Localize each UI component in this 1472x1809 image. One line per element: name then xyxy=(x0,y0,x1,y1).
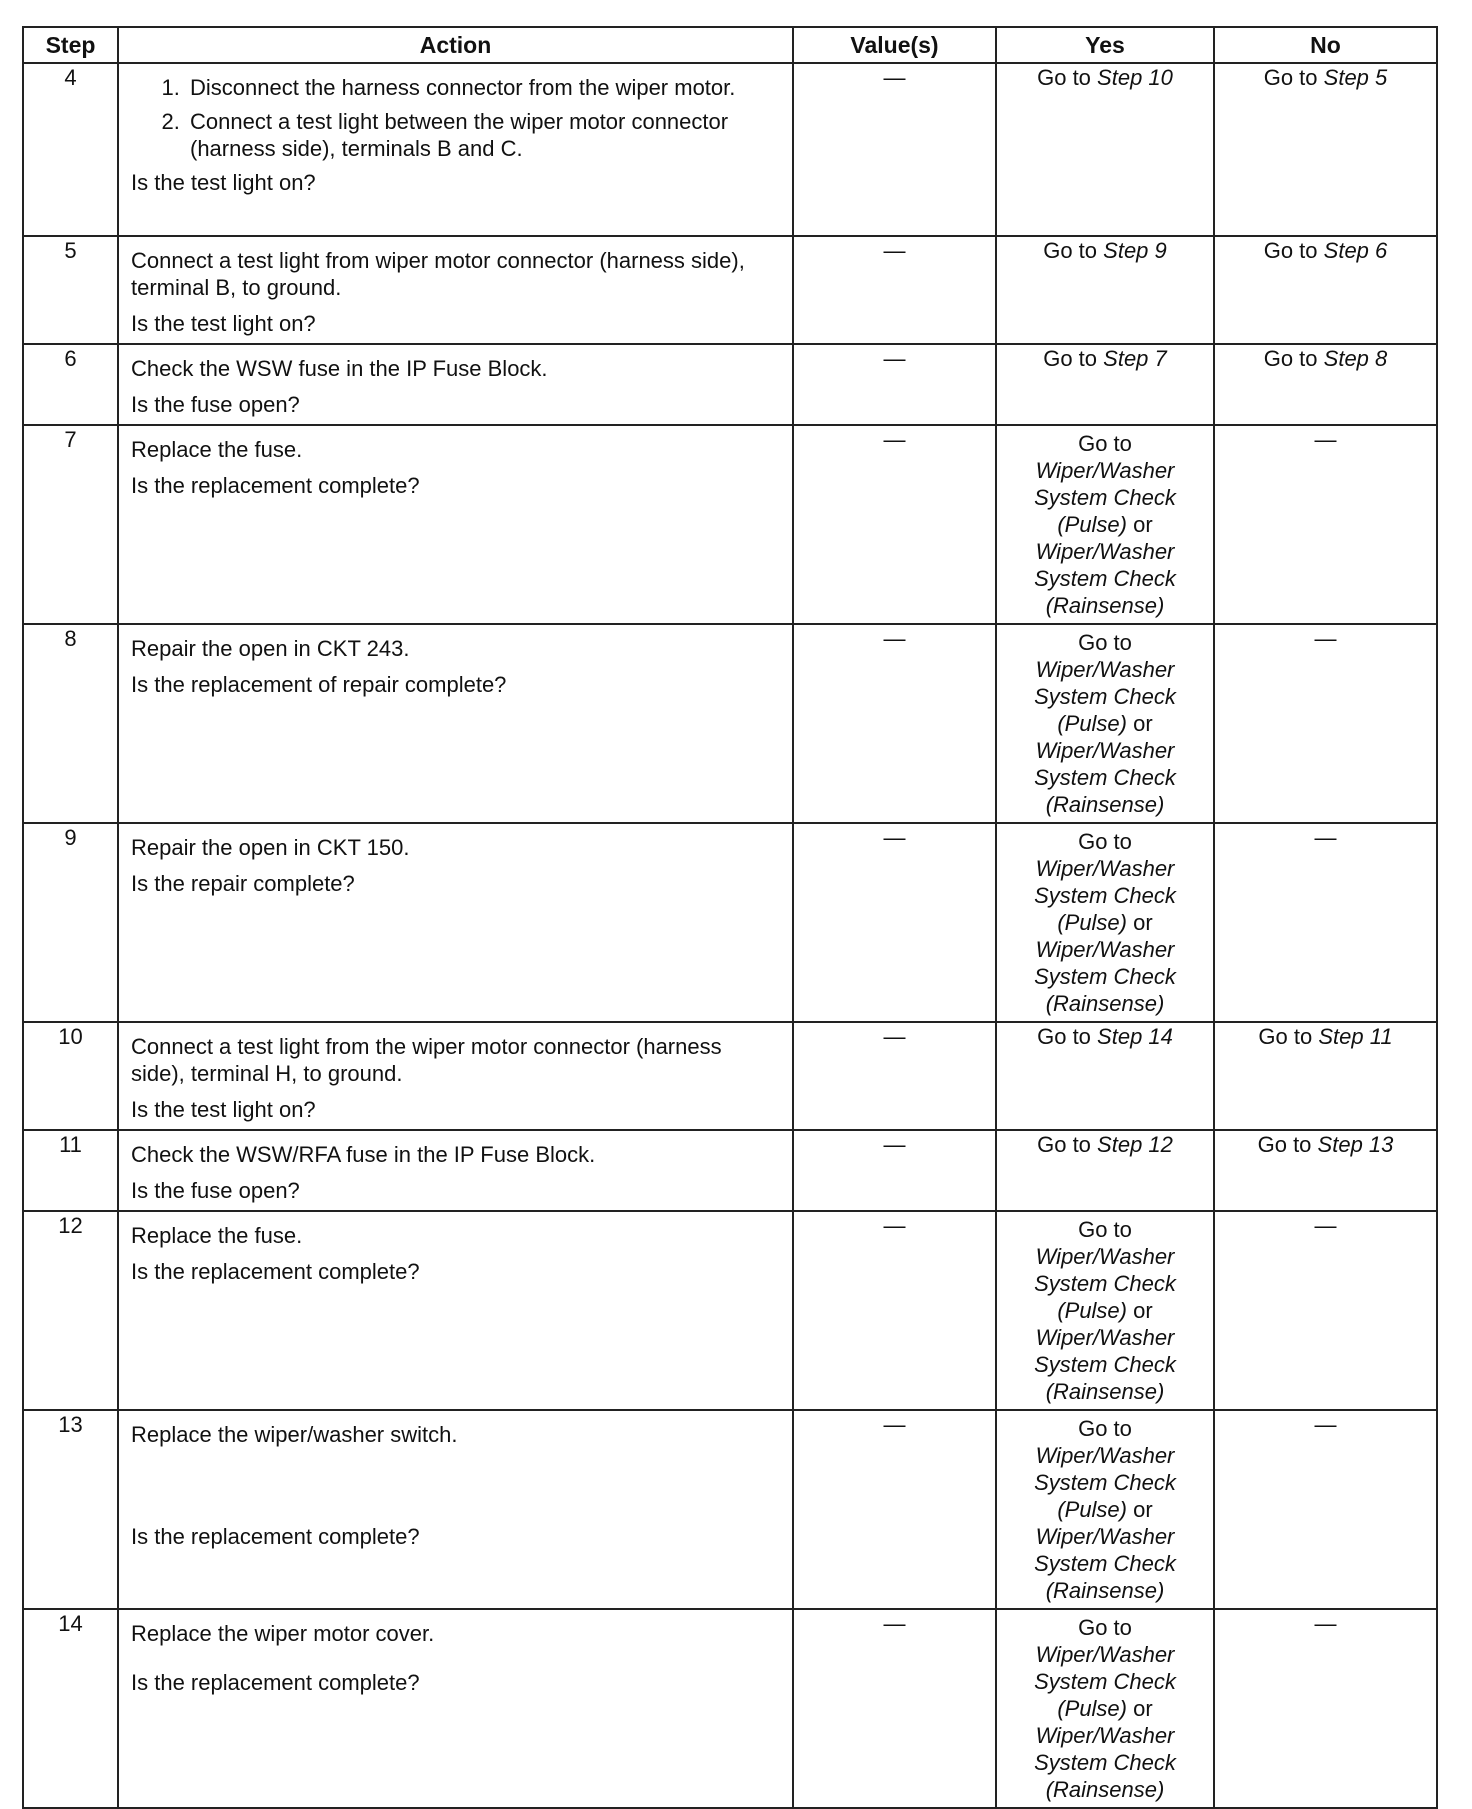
system-check-ref: System Check xyxy=(1034,566,1176,591)
go-to-text: Go to xyxy=(1263,238,1318,263)
go-to-text: Go to xyxy=(1257,1132,1312,1157)
step-number: 8 xyxy=(23,624,118,823)
system-check-ref: (Rainsense) xyxy=(1045,1578,1165,1603)
no-cell xyxy=(1214,236,1437,344)
system-check-ref: (Rainsense) xyxy=(1045,991,1165,1016)
or-text: or xyxy=(1133,1298,1153,1323)
action-instruction: Repair the open in CKT 150. xyxy=(131,835,410,860)
yes-cell xyxy=(996,236,1214,344)
action-instruction: Repair the open in CKT 243. xyxy=(131,636,410,661)
go-to-text: Go to xyxy=(1078,431,1132,456)
step-ref: Step 5 xyxy=(1323,65,1388,90)
header-row xyxy=(23,27,1437,63)
action-cell xyxy=(118,1022,793,1130)
go-to-text: Go to xyxy=(1037,65,1091,90)
system-check-ref: Wiper/Washer xyxy=(1035,738,1175,763)
step-number: 6 xyxy=(23,344,118,425)
no-cell: — xyxy=(1214,1609,1437,1808)
system-check-ref: Wiper/Washer xyxy=(1035,1723,1175,1748)
yes-cell xyxy=(996,344,1214,425)
system-check-ref: (Pulse) xyxy=(1057,1696,1127,1721)
action-instruction: Replace the wiper motor cover. xyxy=(131,1621,435,1646)
table-row xyxy=(23,63,1437,236)
yes-cell xyxy=(996,1022,1214,1130)
action-instruction: Replace the fuse. xyxy=(131,437,303,462)
table-row xyxy=(23,236,1437,344)
action-question: Is the test light on? xyxy=(131,311,316,336)
step-number: 12 xyxy=(23,1211,118,1410)
step-ref: Step 13 xyxy=(1317,1132,1394,1157)
value-cell: — xyxy=(793,1211,996,1410)
step-number: 5 xyxy=(23,236,118,344)
action-question: Is the fuse open? xyxy=(131,1178,300,1203)
no-cell: — xyxy=(1214,624,1437,823)
action-question: Is the replacement complete? xyxy=(131,473,420,498)
no-cell: — xyxy=(1214,425,1437,624)
system-check-ref: Wiper/Washer xyxy=(1035,1524,1175,1549)
value-cell: — xyxy=(793,1022,996,1130)
system-check-ref: System Check xyxy=(1034,765,1176,790)
or-text: or xyxy=(1133,711,1153,736)
action-instruction: Check the WSW/RFA fuse in the IP Fuse Block. xyxy=(131,1142,596,1167)
system-check-ref: Wiper/Washer xyxy=(1035,1244,1175,1269)
value-cell: — xyxy=(793,236,996,344)
no-cell: — xyxy=(1214,1211,1437,1410)
system-check-ref: Wiper/Washer xyxy=(1035,458,1175,483)
action-instruction: Connect a test light from the wiper motor connector (harness side), terminal H, to ground. xyxy=(131,1034,722,1086)
action-question: Is the repair complete? xyxy=(131,871,355,896)
action-instruction: Replace the wiper/washer switch. xyxy=(131,1422,458,1447)
value-cell: — xyxy=(793,1410,996,1609)
action-question: Is the test light on? xyxy=(131,1097,316,1122)
action-instruction: Check the WSW fuse in the IP Fuse Block. xyxy=(131,356,548,381)
value-cell: — xyxy=(793,624,996,823)
step-ref: Step 12 xyxy=(1097,1132,1173,1157)
step-ref: Step 9 xyxy=(1103,238,1167,263)
system-check-ref: Wiper/Washer xyxy=(1035,856,1175,881)
action-cell xyxy=(118,425,793,624)
header-no: No xyxy=(1214,27,1437,63)
action-cell xyxy=(118,1130,793,1211)
value-cell: — xyxy=(793,823,996,1022)
table-row xyxy=(23,1022,1437,1130)
table-row xyxy=(23,344,1437,425)
table-row xyxy=(23,823,1437,1022)
step-ref: Step 8 xyxy=(1323,346,1388,371)
step-number: 4 xyxy=(23,63,118,236)
no-cell xyxy=(1214,1022,1437,1130)
no-cell xyxy=(1214,344,1437,425)
go-to-text: Go to xyxy=(1263,65,1318,90)
action-question: Is the replacement complete? xyxy=(131,1670,420,1695)
header-values: Value(s) xyxy=(793,27,996,63)
system-check-ref: System Check xyxy=(1034,1551,1176,1576)
system-check-ref: System Check xyxy=(1034,485,1176,510)
system-check-ref: System Check xyxy=(1034,1750,1176,1775)
action-question: Is the replacement complete? xyxy=(131,1524,420,1549)
action-question: Is the test light on? xyxy=(131,170,316,195)
system-check-ref: System Check xyxy=(1034,684,1176,709)
action-list xyxy=(131,74,780,162)
go-to-text: Go to xyxy=(1078,1416,1132,1441)
action-cell xyxy=(118,63,793,236)
yes-cell xyxy=(996,425,1214,624)
no-cell: — xyxy=(1214,823,1437,1022)
step-ref: Step 14 xyxy=(1097,1024,1173,1049)
or-text: or xyxy=(1133,910,1153,935)
yes-cell xyxy=(996,1211,1214,1410)
value-cell: — xyxy=(793,63,996,236)
step-number: 13 xyxy=(23,1410,118,1609)
action-question: Is the replacement of repair complete? xyxy=(131,672,507,697)
go-to-text: Go to xyxy=(1043,238,1098,263)
header-step: Step xyxy=(23,27,118,63)
action-question: Is the replacement complete? xyxy=(131,1259,420,1284)
no-cell xyxy=(1214,63,1437,236)
go-to-text: Go to xyxy=(1078,1217,1132,1242)
yes-cell xyxy=(996,1410,1214,1609)
system-check-ref: Wiper/Washer xyxy=(1035,937,1175,962)
action-cell xyxy=(118,1609,793,1808)
step-ref: Step 10 xyxy=(1097,65,1173,90)
action-cell xyxy=(118,344,793,425)
system-check-ref: (Rainsense) xyxy=(1045,1379,1165,1404)
system-check-ref: (Pulse) xyxy=(1057,910,1127,935)
table-row xyxy=(23,1130,1437,1211)
action-instruction: Connect a test light from wiper motor connector (harness side), terminal B, to ground. xyxy=(131,248,745,300)
header-action: Action xyxy=(118,27,793,63)
system-check-ref: System Check xyxy=(1034,964,1176,989)
system-check-ref: Wiper/Washer xyxy=(1035,1642,1175,1667)
system-check-ref: System Check xyxy=(1034,1669,1176,1694)
go-to-text: Go to xyxy=(1263,346,1318,371)
system-check-ref: System Check xyxy=(1034,1470,1176,1495)
yes-cell xyxy=(996,823,1214,1022)
action-cell xyxy=(118,1410,793,1609)
diagnostic-table xyxy=(22,26,1438,1809)
step-ref: Step 7 xyxy=(1103,346,1167,371)
table-row xyxy=(23,1410,1437,1609)
value-cell: — xyxy=(793,1609,996,1808)
step-number: 11 xyxy=(23,1130,118,1211)
step-ref: Step 11 xyxy=(1318,1024,1393,1049)
action-cell xyxy=(118,1211,793,1410)
or-text: or xyxy=(1133,1696,1153,1721)
step-number: 7 xyxy=(23,425,118,624)
action-instruction: Replace the fuse. xyxy=(131,1223,303,1248)
go-to-text: Go to xyxy=(1078,630,1132,655)
table-row xyxy=(23,425,1437,624)
action-cell xyxy=(118,823,793,1022)
system-check-ref: Wiper/Washer xyxy=(1035,1443,1175,1468)
step-number: 14 xyxy=(23,1609,118,1808)
header-yes: Yes xyxy=(996,27,1214,63)
system-check-ref: System Check xyxy=(1034,883,1176,908)
step-ref: Step 6 xyxy=(1323,238,1388,263)
value-cell: — xyxy=(793,425,996,624)
system-check-ref: (Pulse) xyxy=(1057,1497,1127,1522)
system-check-ref: Wiper/Washer xyxy=(1035,1325,1175,1350)
list-item: 2. Connect a test light between the wiper motor connector (harness side), terminals B and C. xyxy=(186,108,780,162)
list-item: 1. Disconnect the harness connector from the wiper motor. xyxy=(186,74,780,101)
system-check-ref: (Pulse) xyxy=(1057,1298,1127,1323)
value-cell: — xyxy=(793,344,996,425)
system-check-ref: System Check xyxy=(1034,1271,1176,1296)
system-check-ref: (Rainsense) xyxy=(1045,593,1165,618)
table-row xyxy=(23,624,1437,823)
system-check-ref: Wiper/Washer xyxy=(1035,539,1175,564)
no-cell: — xyxy=(1214,1410,1437,1609)
action-cell xyxy=(118,236,793,344)
step-number: 9 xyxy=(23,823,118,1022)
table-row xyxy=(23,1609,1437,1808)
go-to-text: Go to xyxy=(1258,1024,1313,1049)
action-question: Is the fuse open? xyxy=(131,392,300,417)
no-cell xyxy=(1214,1130,1437,1211)
system-check-ref: (Rainsense) xyxy=(1045,1777,1165,1802)
go-to-text: Go to xyxy=(1078,829,1132,854)
yes-cell xyxy=(996,1609,1214,1808)
action-cell xyxy=(118,624,793,823)
go-to-text: Go to xyxy=(1043,346,1098,371)
yes-cell xyxy=(996,624,1214,823)
table-row xyxy=(23,1211,1437,1410)
value-cell: — xyxy=(793,1130,996,1211)
go-to-text: Go to xyxy=(1037,1024,1091,1049)
yes-cell xyxy=(996,63,1214,236)
system-check-ref: (Rainsense) xyxy=(1045,792,1165,817)
step-number: 10 xyxy=(23,1022,118,1130)
yes-cell xyxy=(996,1130,1214,1211)
system-check-ref: Wiper/Washer xyxy=(1035,657,1175,682)
go-to-text: Go to xyxy=(1078,1615,1132,1640)
go-to-text: Go to xyxy=(1037,1132,1091,1157)
system-check-ref: (Pulse) xyxy=(1057,512,1127,537)
or-text: or xyxy=(1133,1497,1153,1522)
or-text: or xyxy=(1133,512,1153,537)
system-check-ref: (Pulse) xyxy=(1057,711,1127,736)
system-check-ref: System Check xyxy=(1034,1352,1176,1377)
